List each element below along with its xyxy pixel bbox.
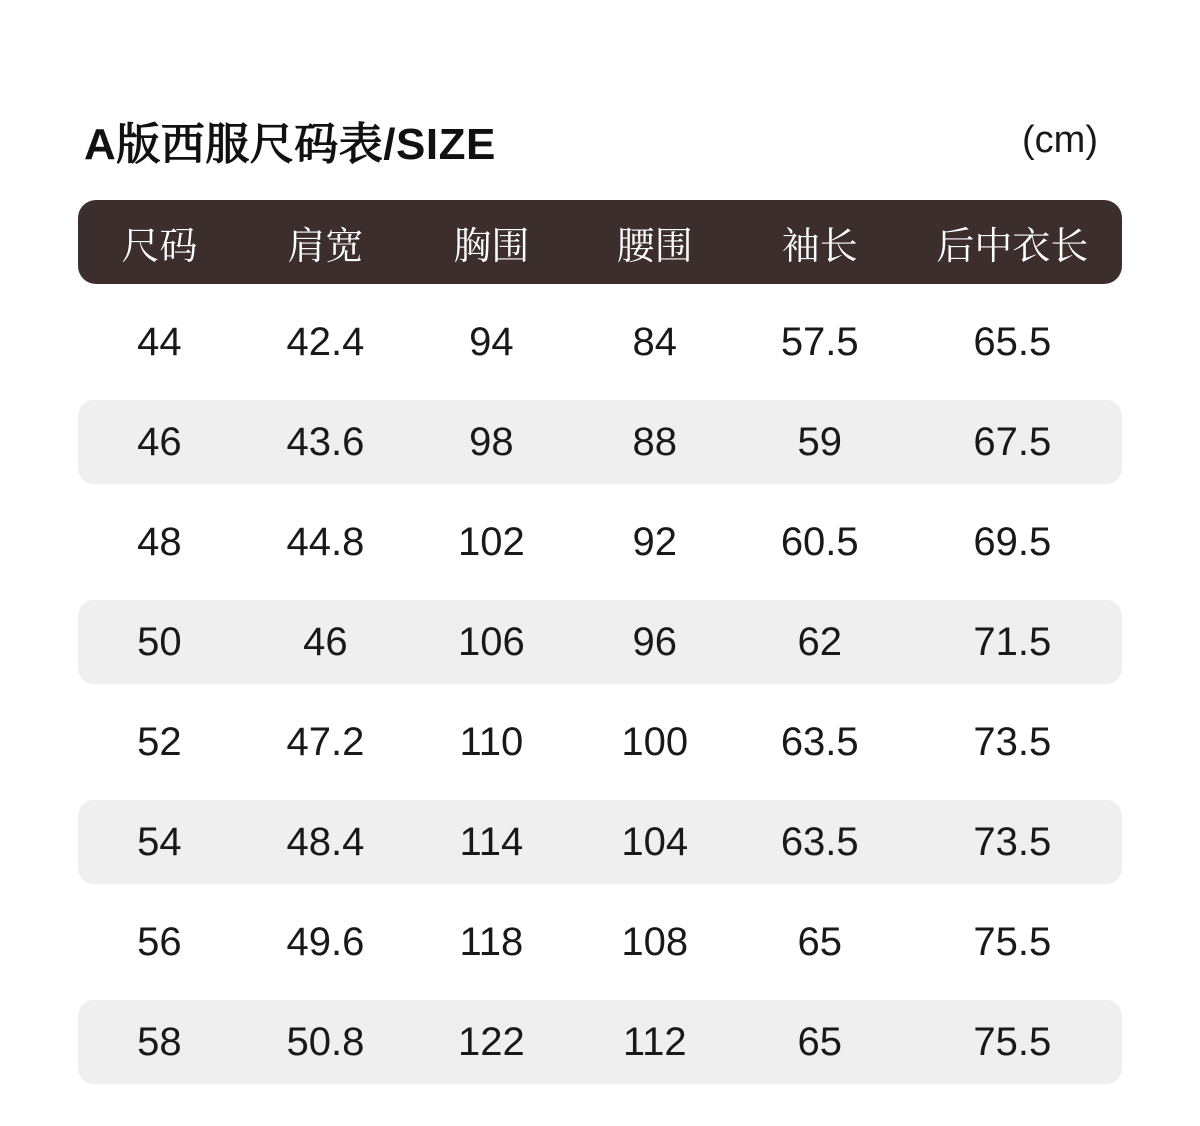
- table-row: [78, 1000, 1122, 1084]
- table-cell: 73.5: [973, 719, 1052, 764]
- table-cell: 108: [621, 919, 689, 964]
- table-row: [78, 600, 1122, 684]
- table-cell: 44: [137, 319, 182, 364]
- table-cell: 63.5: [780, 819, 859, 864]
- column-header-waist: 腰围: [616, 225, 693, 268]
- table-cell: 56: [137, 919, 182, 964]
- table-cell: 49.6: [286, 919, 365, 964]
- column-header-sleeve-length: 袖长: [781, 225, 858, 268]
- table-cell: 43.6: [286, 419, 365, 464]
- column-header-chest: 胸围: [453, 225, 530, 268]
- table-cell: 59: [797, 419, 842, 464]
- table-cell: 65.5: [973, 319, 1052, 364]
- table-cell: 75.5: [973, 1019, 1052, 1064]
- table-cell: 48.4: [286, 819, 365, 864]
- table-cell: 57.5: [780, 319, 859, 364]
- table-cell: 114: [459, 819, 524, 864]
- table-row: [78, 700, 1122, 784]
- table-cell: 58: [137, 1019, 182, 1064]
- table-cell: 88: [632, 419, 678, 464]
- table-cell: 118: [459, 919, 524, 964]
- table-cell: 63.5: [780, 719, 859, 764]
- table-cell: 69.5: [973, 519, 1052, 564]
- table-header-row: [78, 200, 1122, 284]
- table-cell: 44.8: [286, 519, 365, 564]
- table-body: [78, 300, 1122, 1084]
- table-row: [78, 800, 1122, 884]
- table-row: [78, 500, 1122, 584]
- table-cell: 71.5: [973, 619, 1052, 664]
- table-cell: 106: [458, 619, 525, 664]
- column-header-back-center-length: 后中衣长: [936, 225, 1089, 268]
- table-cell: 46: [303, 619, 348, 664]
- table-cell: 100: [621, 719, 689, 764]
- page-title: A版西服尺码表/SIZE: [84, 120, 496, 169]
- table-cell: 48: [137, 519, 182, 564]
- table-cell: 54: [137, 819, 182, 864]
- table-cell: 67.5: [973, 419, 1052, 464]
- table-cell: 104: [621, 819, 689, 864]
- column-header-shoulder-width: 肩宽: [287, 225, 364, 268]
- unit-label: (cm): [1022, 118, 1098, 161]
- table-cell: 122: [458, 1019, 525, 1064]
- table-cell: 96: [632, 619, 678, 664]
- size-table: [78, 200, 1122, 1084]
- table-cell: 98: [469, 419, 514, 464]
- table-cell: 84: [632, 319, 678, 364]
- table-cell: 47.2: [286, 719, 365, 764]
- table-cell: 62: [797, 619, 842, 664]
- table-cell: 92: [632, 519, 678, 564]
- table-cell: 60.5: [780, 519, 859, 564]
- table-cell: 110: [459, 719, 524, 764]
- table-cell: 75.5: [973, 919, 1052, 964]
- table-cell: 102: [458, 519, 525, 564]
- title-bar: [78, 0, 1122, 200]
- table-row: [78, 300, 1122, 384]
- table-cell: 112: [622, 1019, 687, 1064]
- table-cell: 52: [137, 719, 182, 764]
- table-cell: 46: [137, 419, 182, 464]
- table-cell: 65: [797, 1019, 842, 1064]
- column-header-size: 尺码: [121, 225, 198, 268]
- table-cell: 65: [797, 919, 842, 964]
- table-cell: 50.8: [286, 1019, 365, 1064]
- table-cell: 73.5: [973, 819, 1052, 864]
- table-row: [78, 400, 1122, 484]
- table-row: [78, 900, 1122, 984]
- table-cell: 94: [469, 319, 514, 364]
- table-cell: 50: [137, 619, 182, 664]
- table-cell: 42.4: [286, 319, 365, 364]
